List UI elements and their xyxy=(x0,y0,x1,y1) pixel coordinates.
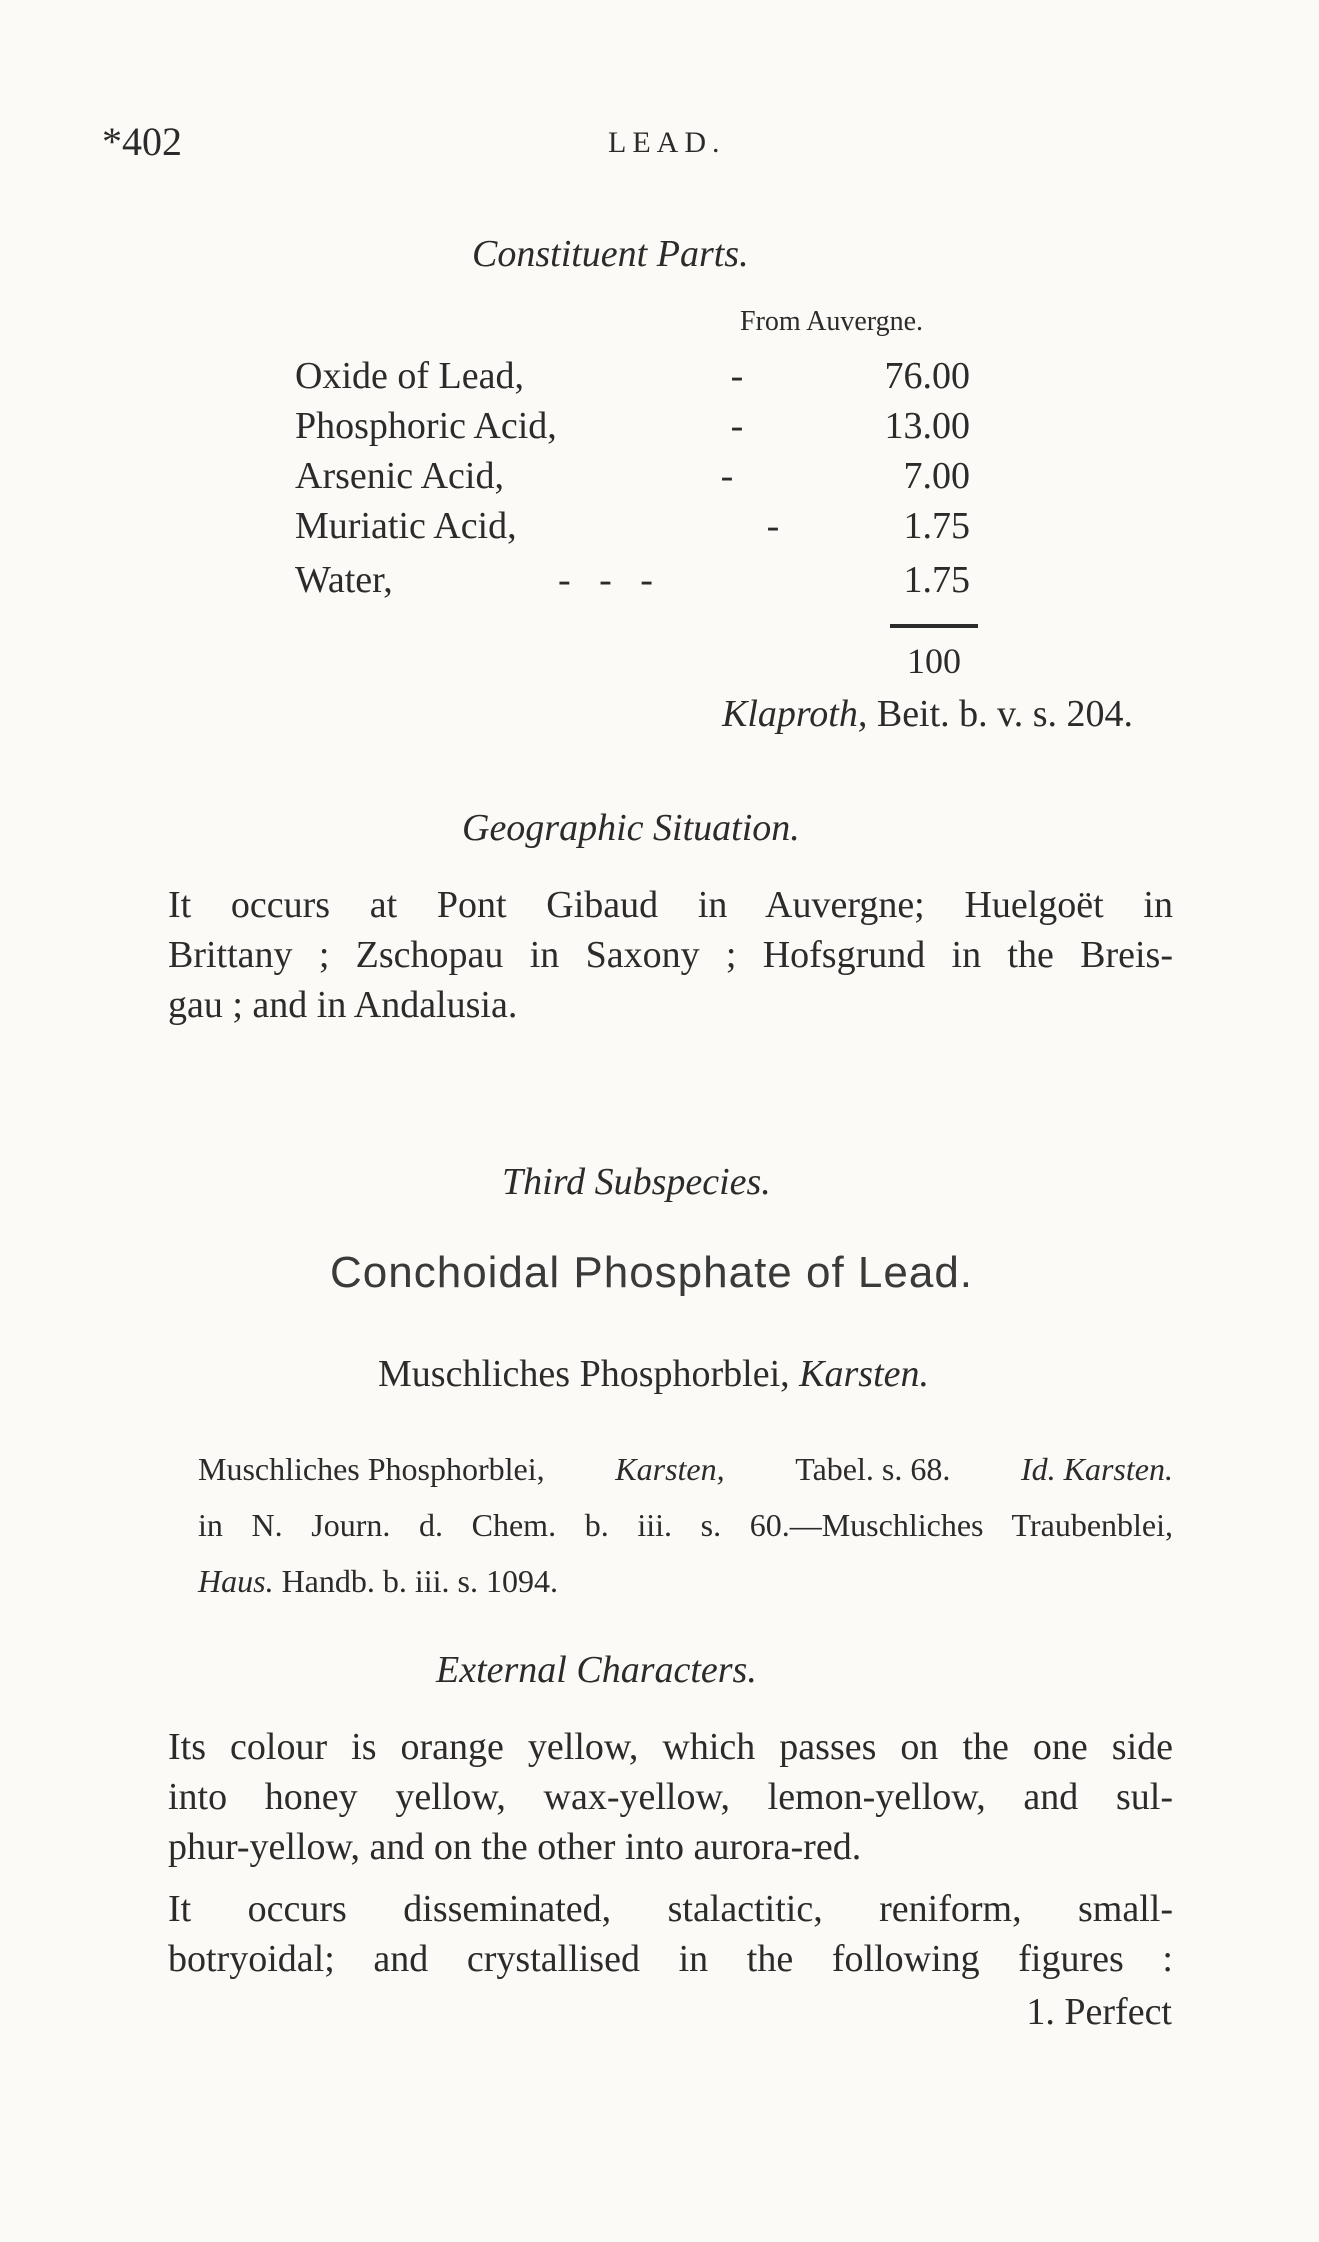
row-dash: - xyxy=(720,455,734,497)
row-value: 76.00 xyxy=(884,355,970,397)
row-label: Muriatic Acid, xyxy=(295,505,517,547)
subspecies-heading: Third Subspecies. xyxy=(502,1161,771,1203)
german-name-line xyxy=(378,1352,929,1396)
external-heading: External Characters. xyxy=(436,1649,757,1691)
geographic-paragraph xyxy=(168,880,1173,1030)
paragraph-line: Its colour is orange yellow, which passes on the one side xyxy=(168,1726,1173,1768)
page-number: *402 xyxy=(102,119,182,164)
synonym-text: Handb. b. iii. s. 1094. xyxy=(281,1563,558,1599)
constituent-parts-heading: Constituent Parts. xyxy=(472,233,749,275)
row-dash: - xyxy=(766,505,780,547)
synonym-author: Haus. xyxy=(198,1563,274,1599)
paragraph-line: It occurs at Pont Gibaud in Auvergne; Huelgoët in xyxy=(168,884,1173,926)
row-dash: - xyxy=(730,355,744,397)
row-label: Oxide of Lead, xyxy=(295,355,524,397)
paragraph-line: phur-yellow, and on the other into aurora-red. xyxy=(168,1826,862,1868)
row-value: 1.75 xyxy=(903,559,970,601)
synonyms-block xyxy=(198,1448,1173,1602)
synonym-author: Id. Karsten. xyxy=(1020,1451,1173,1487)
synonym-line xyxy=(198,1560,1173,1602)
synonym-line xyxy=(198,1448,1173,1490)
running-title: LEAD. xyxy=(608,126,726,159)
row-value: 1.75 xyxy=(903,505,970,547)
citation-author: Klaproth, xyxy=(722,693,868,735)
table-total: 100 xyxy=(907,641,961,681)
sum-rule xyxy=(890,624,978,628)
column-header: From Auvergne. xyxy=(740,306,924,337)
row-dash: - - - xyxy=(558,559,653,601)
citation-reference: Beit. b. v. s. 204. xyxy=(876,693,1133,735)
row-label: Arsenic Acid, xyxy=(295,455,504,497)
row-value: 7.00 xyxy=(903,455,970,497)
german-author: Karsten. xyxy=(799,1353,929,1395)
synonym-text: Muschliches Phosphorblei, xyxy=(198,1451,545,1487)
synonym-text: Tabel. s. 68. xyxy=(795,1451,951,1487)
catchword: 1. Perfect xyxy=(1026,1991,1172,2033)
paragraph-line: gau ; and in Andalusia. xyxy=(168,984,518,1026)
paragraph-line: Brittany ; Zschopau in Saxony ; Hofsgrund in the Breis- xyxy=(168,934,1173,976)
row-label: Phosphoric Acid, xyxy=(295,405,557,447)
subspecies-title: Conchoidal Phosphate of Lead. xyxy=(330,1248,974,1297)
row-label: Water, xyxy=(295,559,393,601)
paragraph-line: botryoidal; and crystallised in the following figures : xyxy=(168,1938,1173,1980)
synonym-author: Karsten, xyxy=(615,1451,725,1487)
external-paragraph xyxy=(168,1722,1173,1872)
external-paragraph-2 xyxy=(168,1884,1173,1984)
row-dash: - xyxy=(730,405,744,447)
citation xyxy=(722,692,1133,736)
paragraph-line: into honey yellow, wax-yellow, lemon-yellow, and sul- xyxy=(168,1776,1173,1818)
synonym-line: in N. Journ. d. Chem. b. iii. s. 60.—Muschliches Traubenblei, xyxy=(198,1507,1173,1543)
row-value: 13.00 xyxy=(884,405,970,447)
german-name: Muschliches Phosphorblei, xyxy=(378,1353,790,1395)
geographic-heading: Geographic Situation. xyxy=(462,807,800,849)
paragraph-line: It occurs disseminated, stalactitic, reniform, small- xyxy=(168,1888,1173,1930)
